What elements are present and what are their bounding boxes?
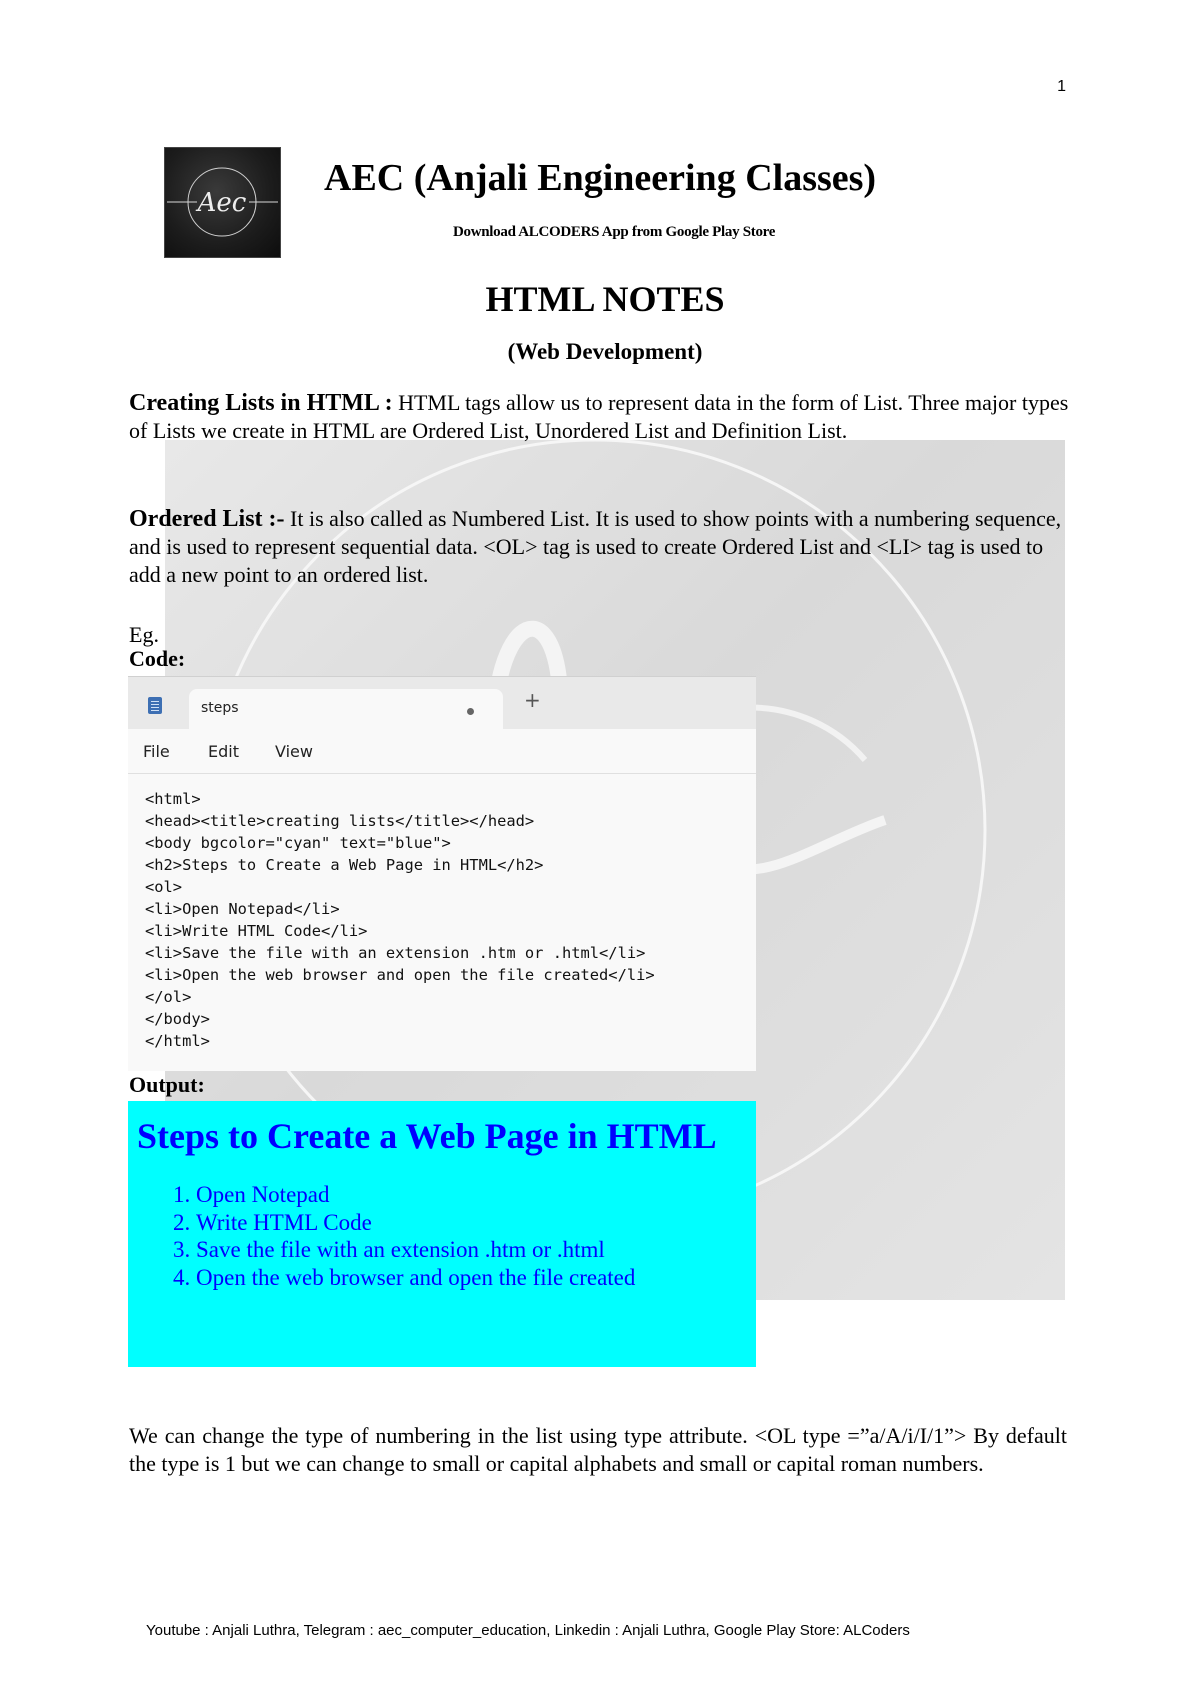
notepad-tab-label: steps — [201, 700, 239, 716]
code-label: Code: — [129, 646, 186, 671]
ordered-list-heading: Ordered List :- — [129, 506, 285, 532]
menu-file[interactable]: File — [143, 742, 170, 761]
notepad-tab-bar — [128, 677, 756, 729]
notepad-menu-bar — [128, 729, 756, 774]
lists-intro-paragraph — [129, 389, 1071, 445]
notepad-window — [128, 676, 756, 1071]
ordered-list-paragraph — [129, 505, 1071, 589]
eg-label: Eg. — [129, 622, 159, 647]
doc-subtitle: (Web Development) — [507, 339, 703, 364]
type-attribute-paragraph: We can change the type of numbering in the list using type attribute. <OL type =”a/A/i/I/1”> By default the type is 1 but we can change to small or capital alphabets and small or capital roman numbers. — [129, 1423, 1067, 1476]
doc-title: HTML NOTES — [485, 279, 725, 319]
logo-text: Aec — [197, 188, 247, 218]
output-list-item: 3. Save the file with an extension .htm or .html — [196, 1236, 635, 1264]
output-list — [172, 1181, 635, 1291]
ordered-list-text: It is also called as Numbered List. It is used to show points with a numbering sequence, and is used to represent sequential data. <OL> tag is used to create Ordered List and <LI> tag is used to add a new point to an ordered list. — [129, 506, 1062, 587]
notepad-app-icon — [148, 697, 162, 714]
menu-view[interactable]: View — [275, 742, 313, 761]
notepad-tab[interactable] — [189, 689, 503, 729]
output-label: Output: — [129, 1072, 205, 1097]
org-title: AEC (Anjali Engineering Classes) — [324, 157, 877, 199]
unsaved-dot-icon — [467, 708, 474, 715]
output-heading: Steps to Create a Web Page in HTML — [137, 1116, 717, 1156]
notepad-editor[interactable] — [128, 774, 756, 1071]
output-preview — [128, 1101, 756, 1367]
code-text: <html> <head><title>creating lists</title></head> <body bgcolor="cyan" text="blue"> <h2>Steps to Create a Web Page in HTML</h2> <ol> <li>Open Notepad</li> <li>Write HTML Code</li> <li>Save the file with an extension .htm or .html</li> <li>Open the web browser and open the file created</li> </ol> </body> </html> — [145, 790, 655, 1050]
logo — [164, 147, 281, 258]
menu-edit[interactable]: Edit — [208, 742, 239, 761]
output-list-item: 1. Open Notepad — [196, 1181, 635, 1209]
lists-intro-heading: Creating Lists in HTML : — [129, 390, 393, 416]
new-tab-button[interactable]: + — [524, 688, 541, 712]
footer: Youtube : Anjali Luthra, Telegram : aec_computer_education, Linkedin : Anjali Luthra, Google Play Store: ALCoders — [146, 1622, 910, 1639]
page-number: 1 — [1057, 78, 1066, 95]
output-list-item: 2. Write HTML Code — [196, 1209, 635, 1237]
lists-intro-text: HTML tags allow us to represent data in the form of List. Three major types of Lists we create in HTML are Ordered List, Unordered List and Definition List. — [129, 390, 1069, 443]
output-list-item: 4. Open the web browser and open the file created — [196, 1264, 635, 1292]
org-subtitle: Download ALCODERS App from Google Play Store — [453, 224, 776, 240]
